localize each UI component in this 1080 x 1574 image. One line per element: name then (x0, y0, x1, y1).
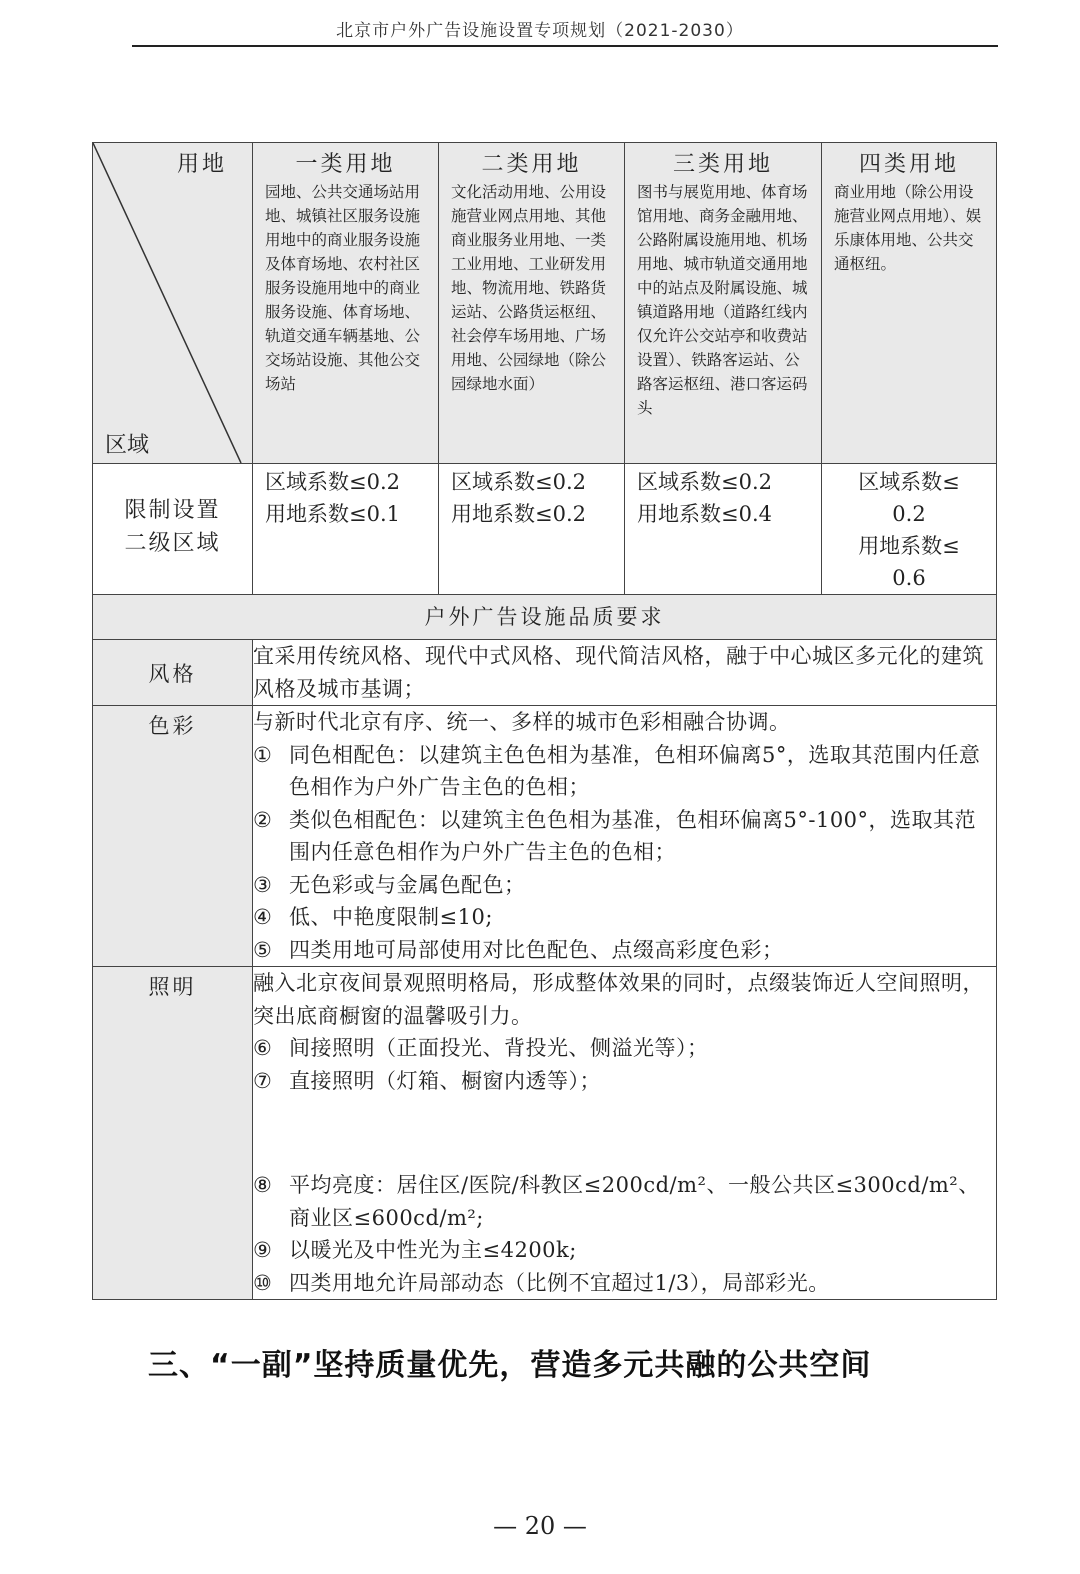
style-row (93, 640, 997, 706)
list-item (253, 804, 996, 869)
list-item (253, 1234, 996, 1267)
blank-spacer (253, 1097, 996, 1169)
land-coef: 用地系数≤0.2 (451, 502, 586, 526)
page-number: — 20 — (493, 1512, 587, 1540)
color-content (253, 706, 997, 967)
color-label: 色彩 (93, 706, 253, 967)
item-text: 同色相配色：以建筑主色色相为基准，色相环偏离5°，选取其范围内任意色相作为户外广告主色的色相； (289, 742, 981, 799)
list-item (253, 934, 996, 967)
list-item (253, 901, 996, 934)
document-header-title: 北京市户外广告设施设置专项规划（2021-2030） (336, 21, 744, 41)
item-number: ⑩ (253, 1270, 273, 1295)
item-number: ④ (253, 905, 273, 929)
item-number: ⑤ (253, 937, 273, 962)
quality-header: 户外广告设施品质要求 (93, 595, 997, 640)
category-name: 三类用地 (672, 152, 773, 177)
style-label: 风格 (93, 640, 253, 706)
category-name: 二类用地 (481, 152, 582, 177)
category-name: 一类用地 (295, 152, 396, 177)
region-coef: 区域系数≤0.2 (265, 470, 400, 494)
list-item (253, 1065, 996, 1098)
zone-label (93, 464, 252, 560)
coef-cell-3 (625, 464, 822, 595)
item-text: 四类用地可局部使用对比色配色、点缀高彩度色彩； (289, 937, 784, 962)
item-text: 无色彩或与金属色配色； (289, 872, 526, 897)
region-coef: 区域系数≤ (858, 470, 960, 494)
corner-land-label: 用地 (177, 152, 228, 177)
item-text: 间接照明（正面投光、背投光、侧溢光等）； (289, 1036, 709, 1060)
item-text: 平均亮度：居住区/医院/科教区≤200cd/m²、一般公共区≤300cd/m²、商业区≤600cd/m²; (289, 1173, 980, 1230)
item-number: ⑨ (253, 1238, 273, 1262)
category-cell-3 (625, 143, 822, 464)
section-title: 三、“一副”坚持质量优先，营造多元共融的公共空间 (148, 1348, 872, 1383)
land-coef: 用地系数≤ (858, 534, 960, 558)
header-divider (132, 45, 998, 47)
item-number: ② (253, 807, 273, 832)
land-coef: 用地系数≤0.1 (265, 502, 400, 526)
list-item (253, 1169, 996, 1234)
category-desc: 文化活动用地、公用设施营业网点用地、其他商业服务业用地、一类工业用地、工业研发用地、物流用地、铁路货运站、公路货运枢纽、社会停车场用地、广场用地、公园绿地（除公园绿地水面） (451, 183, 607, 393)
quality-header-row (93, 595, 997, 640)
item-number: ⑦ (253, 1068, 273, 1093)
land-coef: 用地系数≤0.4 (637, 502, 772, 526)
color-intro: 与新时代北京有序、统一、多样的城市色彩相融合协调。 (253, 710, 791, 734)
item-text: 直接照明（灯箱、橱窗内透等）； (289, 1068, 601, 1093)
list-item (253, 1032, 996, 1065)
coef-cell-4 (822, 464, 997, 595)
region-coef: 区域系数≤0.2 (451, 470, 586, 494)
region-coef-value: 0.2 (892, 502, 926, 526)
category-desc: 商业用地（除公用设施营业网点用地）、娱乐康体用地、公共交通枢纽。 (834, 183, 982, 273)
zone-label-line: 二级区域 (124, 531, 221, 556)
list-item (253, 1267, 996, 1300)
item-text: 四类用地允许局部动态（比例不宜超过1/3），局部彩光。 (289, 1270, 830, 1295)
spec-table (92, 142, 997, 1300)
item-number: ① (253, 742, 273, 767)
category-desc: 园地、公共交通场站用地、城镇社区服务设施用地中的商业服务设施及体育场地、农村社区服务设施用地中的商业服务设施、体育场地、轨道交通车辆基地、公交场站设施、其他公交场站 (265, 183, 421, 393)
zone-label-cell (93, 464, 253, 595)
color-row (93, 706, 997, 967)
corner-zone-label: 区域 (105, 433, 150, 458)
list-item (253, 739, 996, 804)
coef-cell-2 (439, 464, 625, 595)
category-header-row (93, 143, 997, 464)
category-cell-1 (253, 143, 439, 464)
lighting-label: 照明 (93, 967, 253, 1300)
item-text: 类似色相配色：以建筑主色色相为基准，色相环偏离5°-100°，选取其范围内任意色相作为户外广告主色的色相； (289, 807, 977, 864)
item-number: ⑥ (253, 1036, 273, 1060)
category-desc: 图书与展览用地、体育场馆用地、商务金融用地、公路附属设施用地、机场用地、城市轨道交通用地中的站点及附属设施、城镇道路用地（道路红线内仅允许公交站亭和收费站设置）、铁路客运站、公路客运枢纽、港口客运码头 (637, 183, 808, 417)
zone-label-line: 限制设置 (124, 498, 221, 523)
item-text: 低、中艳度限制≤10; (289, 905, 493, 929)
lighting-row (93, 967, 997, 1300)
lighting-intro: 融入北京夜间景观照明格局，形成整体效果的同时，点缀装饰近人空间照明，突出底商橱窗的温馨吸引力。 (253, 971, 984, 1028)
category-cell-4 (822, 143, 997, 464)
item-number: ⑧ (253, 1173, 273, 1197)
list-item (253, 869, 996, 902)
land-coef-value: 0.6 (892, 566, 926, 590)
diagonal-line (93, 143, 253, 463)
zone-row (93, 464, 997, 595)
lighting-content (253, 967, 997, 1300)
style-text: 宜采用传统风格、现代中式风格、现代简洁风格，融于中心城区多元化的建筑风格及城市基调； (253, 640, 997, 706)
coef-cell-1 (253, 464, 439, 595)
corner-cell (93, 143, 253, 464)
item-number: ③ (253, 872, 273, 897)
region-coef: 区域系数≤0.2 (637, 470, 772, 494)
category-name: 四类用地 (858, 152, 959, 177)
item-text: 以暖光及中性光为主≤4200k; (289, 1238, 577, 1262)
category-cell-2 (439, 143, 625, 464)
